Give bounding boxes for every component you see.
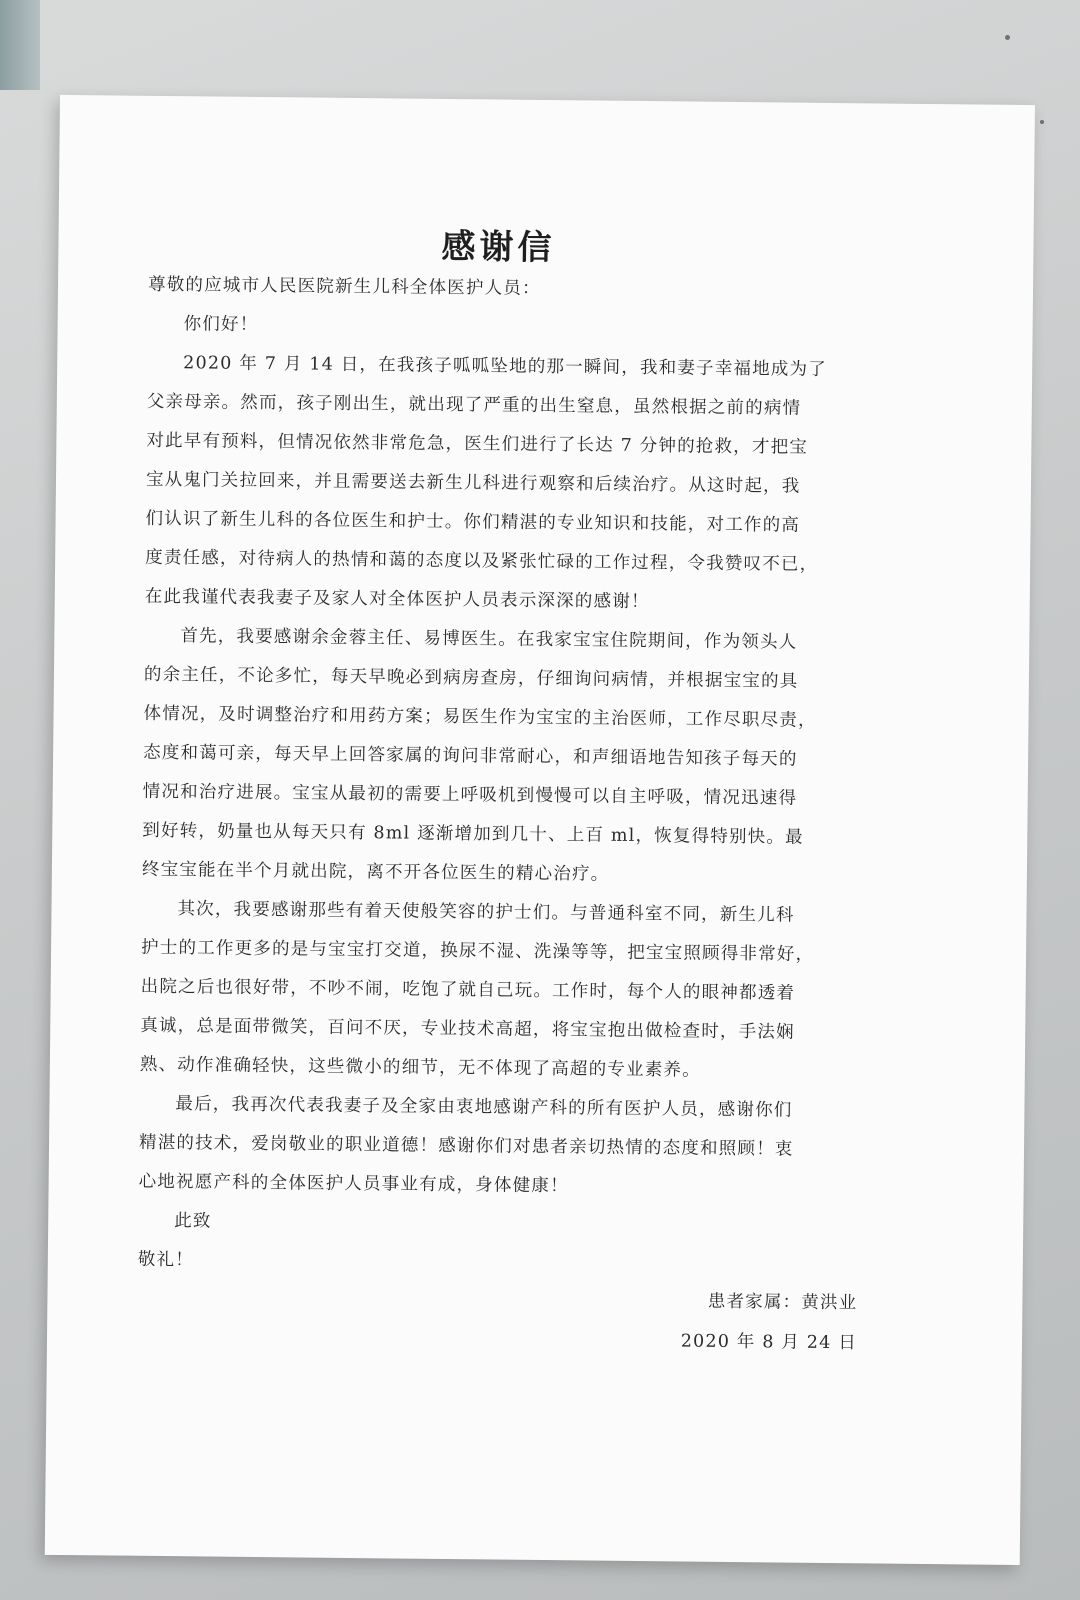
closing-zhici: 此致 [174,1211,212,1232]
signature-block [137,1276,858,1364]
background-object-edge [0,0,40,90]
paragraph-line: 护士的工作更多的是与宝宝打交道，换尿不湿、洗澡等等，把宝宝照顾得非常好， [140,937,815,965]
thank-you-letter-paper [45,95,1035,1565]
paragraph-line: 首先，我要感谢余金蓉主任、易博医生。在我家宝宝住院期间，作为领头人 [180,626,798,653]
dust-speck [1040,120,1044,124]
paragraph-3 [140,890,862,1093]
paragraph-line: 的余主任，不论多忙，每天早晚必到病房查房，仔细询问病情，并根据宝宝的具 [143,664,799,692]
paragraph-line: 态度和蔼可亲，每天早上回答家属的询问非常耐心，和声细语地告知孩子每天的 [143,742,798,770]
paragraph-line: 熟、动作准确轻快，这些微小的细节，无不体现了高超的专业素养。 [139,1054,701,1081]
paragraph-line: 对此早有预料，但情况依然非常危急，医生们进行了长达 7 分钟的抢救，才把宝 [146,430,809,458]
paragraph-1 [145,344,868,625]
paragraph-line: 在此我谨代表我妻子及家人对全体医护人员表示深深的感谢！ [144,586,650,613]
dust-speck [1005,35,1010,40]
paragraph-line: 体情况，及时调整治疗和用药方案；易医生作为宝宝的主治医师，工作尽职尽责， [143,703,817,731]
paragraph-line: 到好转，奶量也从每天只有 8ml 逐渐增加到几十、上百 ml，恢复得特别快。最 [142,820,804,848]
paragraph-line: 2020 年 7 月 14 日，在我孩子呱呱坠地的那一瞬间，我和妻子幸福地成为了 [183,353,828,380]
paragraph-line: 宝从鬼门关拉回来，并且需要送去新生儿科进行观察和后续治疗。从这时起，我 [145,469,801,497]
paragraph-4 [138,1085,859,1210]
paragraph-line: 情况和治疗进展。宝宝从最初的需要上呼吸机到慢慢可以自主呼吸，情况迅速得 [142,781,798,809]
paragraph-2 [142,617,865,898]
paragraph-line: 父亲母亲。然而，孩子刚出生，就出现了严重的出生窒息，虽然根据之前的病情 [146,391,802,419]
paragraph-line: 精湛的技术，爱岗敬业的职业道德！感谢你们对患者亲切热情的态度和照顾！衷 [138,1132,794,1160]
paragraph-line: 度责任感，对待病人的热情和蔼的态度以及紧张忙碌的工作过程，令我赞叹不已， [145,547,819,575]
letter-body [138,266,869,1287]
letter-title: 感谢信 [441,226,556,269]
closing-jingli: 敬礼！ [137,1249,195,1271]
paragraph-line: 其次，我要感谢那些有着天使般笑容的护士们。与普通科室不同，新生儿科 [177,899,795,926]
paragraph-line: 心地祝愿产科的全体医护人员事业有成，身体健康！ [138,1171,569,1197]
paragraph-line: 最后，我再次代表我妻子及全家由衷地感谢产科的所有医护人员，感谢你们 [175,1094,793,1121]
salutation: 尊敬的应城市人民医院新生儿科全体医护人员： [147,274,541,299]
paragraph-line: 出院之后也很好带，不吵不闹，吃饱了就自己玩。工作时，每个人的眼神都透着 [140,976,796,1004]
paragraph-line: 们认识了新生儿科的各位医生和护士。你们精湛的专业知识和技能，对工作的高 [145,508,801,536]
paragraph-line: 终宝宝能在半个月就出院，离不开各位医生的精心治疗。 [141,859,610,885]
letter-date: 2020 年 8 月 24 日 [680,1331,858,1354]
greeting: 你们好！ [183,314,259,335]
paragraph-line: 真诚，总是面带微笑，百问不厌，专业技术高超，将宝宝抱出做检查时，手法娴 [140,1015,795,1043]
signature: 患者家属：黄洪业 [707,1291,858,1314]
